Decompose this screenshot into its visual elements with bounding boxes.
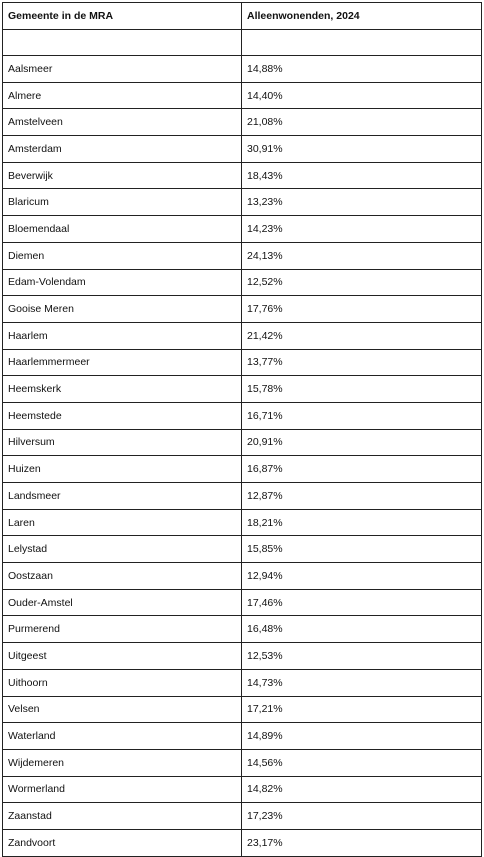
table-row bbox=[3, 109, 482, 136]
table-row bbox=[3, 296, 482, 323]
cell-municipality: Heemstede bbox=[3, 402, 242, 429]
cell-municipality: Aalsmeer bbox=[3, 56, 242, 83]
cell-single-residents-pct: 14,82% bbox=[242, 776, 482, 803]
cell-municipality: Amstelveen bbox=[3, 109, 242, 136]
table-body bbox=[3, 30, 482, 857]
table-row bbox=[3, 616, 482, 643]
cell-single-residents-pct: 21,08% bbox=[242, 109, 482, 136]
cell-municipality: Ouder-Amstel bbox=[3, 589, 242, 616]
cell-municipality: Bloemendaal bbox=[3, 216, 242, 243]
table-row bbox=[3, 242, 482, 269]
table-row bbox=[3, 56, 482, 83]
cell-single-residents-pct: 21,42% bbox=[242, 322, 482, 349]
cell-municipality: Oostzaan bbox=[3, 563, 242, 590]
cell-single-residents-pct: 13,23% bbox=[242, 189, 482, 216]
cell-single-residents-pct: 12,87% bbox=[242, 483, 482, 510]
cell-municipality: Beverwijk bbox=[3, 162, 242, 189]
cell-single-residents-pct: 14,56% bbox=[242, 749, 482, 776]
municipality-table-container bbox=[2, 2, 481, 857]
cell-single-residents-pct: 16,48% bbox=[242, 616, 482, 643]
table-row bbox=[3, 429, 482, 456]
cell-single-residents-pct: 14,73% bbox=[242, 669, 482, 696]
table-row bbox=[3, 776, 482, 803]
table-row bbox=[3, 749, 482, 776]
cell-single-residents-pct: 14,40% bbox=[242, 82, 482, 109]
cell-municipality: Heemskerk bbox=[3, 376, 242, 403]
table-row bbox=[3, 536, 482, 563]
cell-single-residents-pct: 12,94% bbox=[242, 563, 482, 590]
table-cell-empty bbox=[3, 30, 242, 56]
cell-municipality: Zandvoort bbox=[3, 829, 242, 856]
cell-single-residents-pct: 13,77% bbox=[242, 349, 482, 376]
cell-single-residents-pct: 12,53% bbox=[242, 643, 482, 670]
table-row bbox=[3, 402, 482, 429]
cell-municipality: Uithoorn bbox=[3, 669, 242, 696]
cell-municipality: Gooise Meren bbox=[3, 296, 242, 323]
cell-single-residents-pct: 30,91% bbox=[242, 136, 482, 163]
cell-single-residents-pct: 24,13% bbox=[242, 242, 482, 269]
cell-single-residents-pct: 12,52% bbox=[242, 269, 482, 296]
cell-municipality: Uitgeest bbox=[3, 643, 242, 670]
cell-municipality: Haarlem bbox=[3, 322, 242, 349]
cell-municipality: Wormerland bbox=[3, 776, 242, 803]
cell-single-residents-pct: 18,43% bbox=[242, 162, 482, 189]
table-row bbox=[3, 82, 482, 109]
header-single-residents: Alleenwonenden, 2024 bbox=[242, 3, 482, 30]
table-row bbox=[3, 322, 482, 349]
table-row bbox=[3, 829, 482, 856]
cell-municipality: Almere bbox=[3, 82, 242, 109]
cell-municipality: Haarlemmermeer bbox=[3, 349, 242, 376]
table-row bbox=[3, 216, 482, 243]
cell-single-residents-pct: 17,76% bbox=[242, 296, 482, 323]
table-row bbox=[3, 696, 482, 723]
table-row-empty bbox=[3, 30, 482, 56]
cell-municipality: Huizen bbox=[3, 456, 242, 483]
cell-municipality: Edam-Volendam bbox=[3, 269, 242, 296]
table-row bbox=[3, 456, 482, 483]
cell-single-residents-pct: 17,21% bbox=[242, 696, 482, 723]
cell-municipality: Hilversum bbox=[3, 429, 242, 456]
table-row bbox=[3, 643, 482, 670]
table-header-row bbox=[3, 3, 482, 30]
table-row bbox=[3, 723, 482, 750]
cell-single-residents-pct: 20,91% bbox=[242, 429, 482, 456]
table-row bbox=[3, 483, 482, 510]
cell-single-residents-pct: 15,78% bbox=[242, 376, 482, 403]
cell-single-residents-pct: 14,23% bbox=[242, 216, 482, 243]
cell-single-residents-pct: 16,71% bbox=[242, 402, 482, 429]
cell-municipality: Zaanstad bbox=[3, 803, 242, 830]
cell-single-residents-pct: 15,85% bbox=[242, 536, 482, 563]
table-cell-empty bbox=[242, 30, 482, 56]
cell-single-residents-pct: 14,88% bbox=[242, 56, 482, 83]
cell-single-residents-pct: 18,21% bbox=[242, 509, 482, 536]
cell-municipality: Wijdemeren bbox=[3, 749, 242, 776]
cell-municipality: Landsmeer bbox=[3, 483, 242, 510]
cell-municipality: Waterland bbox=[3, 723, 242, 750]
header-municipality: Gemeente in de MRA bbox=[3, 3, 242, 30]
cell-municipality: Blaricum bbox=[3, 189, 242, 216]
cell-municipality: Laren bbox=[3, 509, 242, 536]
table-row bbox=[3, 509, 482, 536]
table-row bbox=[3, 162, 482, 189]
table-row bbox=[3, 376, 482, 403]
table-row bbox=[3, 136, 482, 163]
table-row bbox=[3, 563, 482, 590]
cell-single-residents-pct: 17,46% bbox=[242, 589, 482, 616]
table-row bbox=[3, 349, 482, 376]
table-row bbox=[3, 669, 482, 696]
cell-municipality: Amsterdam bbox=[3, 136, 242, 163]
cell-single-residents-pct: 17,23% bbox=[242, 803, 482, 830]
cell-municipality: Purmerend bbox=[3, 616, 242, 643]
cell-municipality: Velsen bbox=[3, 696, 242, 723]
table-row bbox=[3, 589, 482, 616]
municipality-table bbox=[2, 2, 482, 857]
cell-municipality: Diemen bbox=[3, 242, 242, 269]
cell-municipality: Lelystad bbox=[3, 536, 242, 563]
table-row bbox=[3, 269, 482, 296]
cell-single-residents-pct: 14,89% bbox=[242, 723, 482, 750]
cell-single-residents-pct: 23,17% bbox=[242, 829, 482, 856]
table-row bbox=[3, 189, 482, 216]
cell-single-residents-pct: 16,87% bbox=[242, 456, 482, 483]
table-row bbox=[3, 803, 482, 830]
